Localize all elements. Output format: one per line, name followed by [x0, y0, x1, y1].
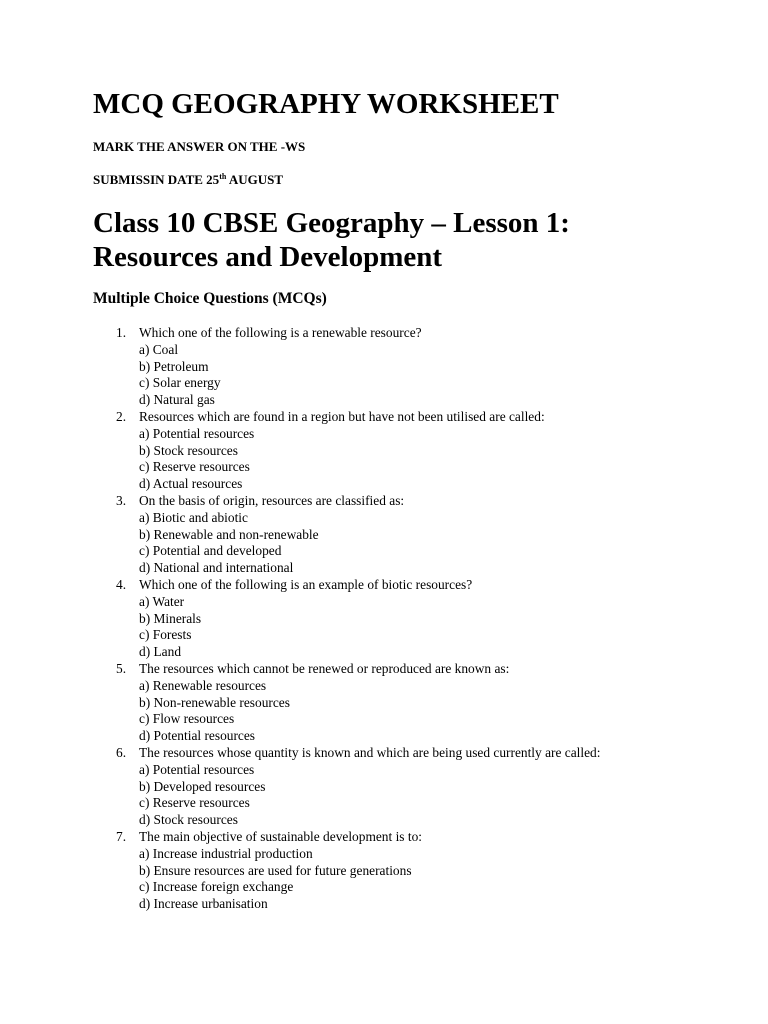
- answer-option: d) Land: [139, 644, 182, 660]
- question-list: [93, 325, 733, 913]
- answer-option: b) Petroleum: [139, 358, 209, 374]
- worksheet-title: MCQ GEOGRAPHY WORKSHEET: [93, 88, 559, 120]
- question-text: The resources which cannot be renewed or reproduced are known as:: [139, 660, 510, 676]
- submission-date-suffix: AUGUST: [226, 172, 284, 187]
- answer-option: a) Potential resources: [139, 425, 255, 441]
- answer-option: c) Reserve resources: [139, 795, 250, 811]
- answer-option: c) Potential and developed: [139, 543, 282, 559]
- question-text: Resources which are found in a region but have not been utilised are called:: [139, 408, 545, 424]
- answer-option: d) Increase urbanisation: [139, 896, 268, 912]
- answer-option: a) Biotic and abiotic: [139, 509, 248, 525]
- answer-option: a) Renewable resources: [139, 677, 267, 693]
- question-item: [93, 829, 733, 913]
- submission-date-prefix: SUBMISSIN DATE 25: [93, 172, 220, 187]
- question-item: [93, 577, 733, 661]
- answer-option: a) Potential resources: [139, 761, 255, 777]
- answer-option: c) Solar energy: [139, 375, 221, 391]
- question-text: The main objective of sustainable development is to:: [139, 828, 422, 844]
- section-heading: Multiple Choice Questions (MCQs): [93, 290, 327, 307]
- answer-option: d) Potential resources: [139, 728, 256, 744]
- submission-date-line: [93, 172, 283, 188]
- lesson-title: [93, 206, 713, 274]
- lesson-title-line-1: Class 10 CBSE Geography – Lesson 1:: [93, 207, 570, 239]
- answer-option: d) National and international: [139, 560, 294, 576]
- question-number: 7.: [116, 828, 127, 844]
- question-text: Which one of the following is a renewable resource?: [139, 325, 422, 340]
- question-text: Which one of the following is an example of biotic resources?: [139, 576, 473, 592]
- answer-option: d) Natural gas: [139, 392, 215, 408]
- question-item: [93, 661, 733, 745]
- question-number: 6.: [116, 744, 127, 760]
- answer-option: c) Reserve resources: [139, 459, 250, 475]
- answer-option: b) Renewable and non-renewable: [139, 526, 319, 542]
- question-number: 3.: [116, 492, 127, 508]
- question-text: On the basis of origin, resources are classified as:: [139, 492, 405, 508]
- question-number: 2.: [116, 408, 127, 424]
- answer-option: b) Developed resources: [139, 778, 266, 794]
- lesson-title-line-2: Resources and Development: [93, 241, 443, 273]
- answer-option: a) Coal: [139, 341, 179, 357]
- answer-option: d) Stock resources: [139, 812, 238, 828]
- submission-date-ordinal: th: [219, 172, 227, 181]
- answer-option: b) Ensure resources are used for future generations: [139, 862, 412, 878]
- question-text: The resources whose quantity is known and which are being used currently are called:: [139, 744, 601, 760]
- answer-option: c) Increase foreign exchange: [139, 879, 294, 895]
- answer-option: c) Flow resources: [139, 711, 235, 727]
- question-item: [93, 493, 733, 577]
- answer-option: a) Water: [139, 593, 185, 609]
- answer-option: a) Increase industrial production: [139, 845, 313, 861]
- question-number: 1.: [116, 325, 127, 340]
- question-number: 5.: [116, 660, 127, 676]
- question-item: [93, 745, 733, 829]
- question-number: 4.: [116, 576, 127, 592]
- question-item: [93, 325, 733, 409]
- answer-option: d) Actual resources: [139, 476, 243, 492]
- answer-option: b) Non-renewable resources: [139, 694, 290, 710]
- answer-option: b) Minerals: [139, 610, 202, 626]
- answer-option: b) Stock resources: [139, 442, 238, 458]
- question-item: [93, 409, 733, 493]
- answer-option: c) Forests: [139, 627, 192, 643]
- instruction-line: MARK THE ANSWER ON THE -WS: [93, 139, 306, 154]
